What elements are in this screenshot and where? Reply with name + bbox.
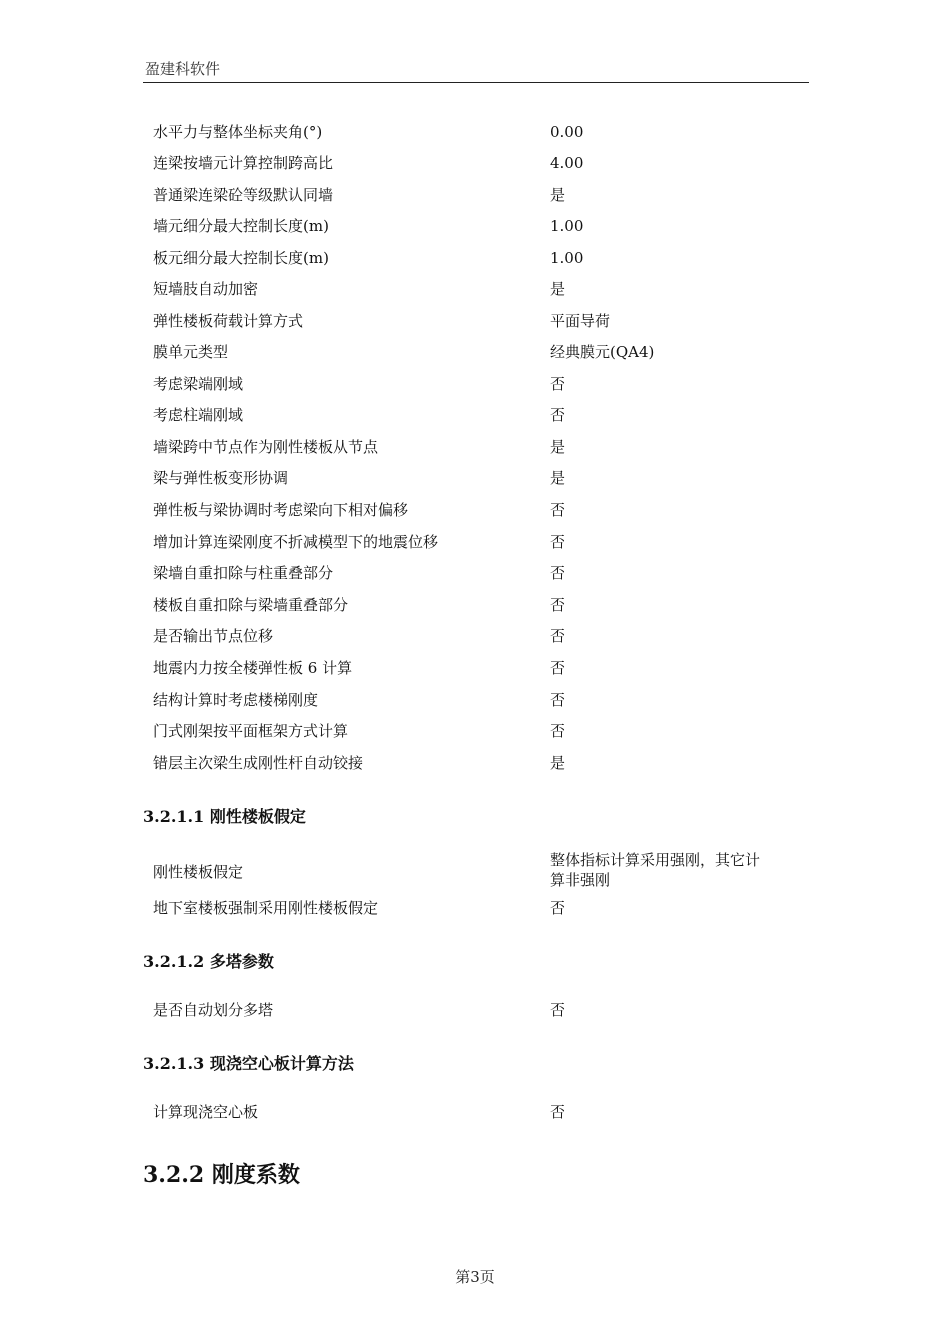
param-label: 水平力与整体坐标夹角(°) [153, 123, 323, 141]
page-number: 第3页 [455, 1268, 495, 1286]
param-value: 是 [550, 186, 566, 204]
param-value-line: 算非强刚 [550, 871, 611, 889]
param-value: 否 [550, 596, 566, 614]
param-label: 楼板自重扣除与梁墙重叠部分 [153, 596, 349, 614]
param-label: 计算现浇空心板 [153, 1103, 259, 1121]
section-heading-hollow-slab: 3.2.1.3 现浇空心板计算方法 [143, 1054, 354, 1073]
param-label: 膜单元类型 [153, 343, 229, 361]
param-value: 否 [550, 691, 566, 709]
param-value: 0.00 [550, 123, 584, 141]
param-label: 梁墙自重扣除与柱重叠部分 [153, 564, 334, 582]
param-value: 否 [550, 533, 566, 551]
param-value: 1.00 [550, 249, 584, 267]
param-value: 否 [550, 659, 566, 677]
param-label: 错层主次梁生成刚性杆自动铰接 [153, 754, 364, 772]
param-label: 是否输出节点位移 [153, 627, 274, 645]
param-label: 考虑柱端刚域 [153, 406, 244, 424]
param-value: 是 [550, 280, 566, 298]
param-value: 否 [550, 899, 566, 917]
param-value-line: 整体指标计算采用强刚，其它计 [550, 851, 761, 869]
section-heading-multitower: 3.2.1.2 多塔参数 [143, 952, 274, 971]
param-label: 考虑梁端刚域 [153, 375, 244, 393]
param-value [550, 850, 800, 890]
param-label: 门式刚架按平面框架方式计算 [153, 722, 349, 740]
param-value: 否 [550, 1001, 566, 1019]
param-label: 地震内力按全楼弹性板 6 计算 [153, 659, 353, 677]
param-value: 否 [550, 627, 566, 645]
param-value: 否 [550, 501, 566, 519]
param-label: 墙元细分最大控制长度(m) [153, 217, 329, 235]
param-value: 否 [550, 375, 566, 393]
param-value: 1.00 [550, 217, 584, 235]
param-value: 否 [550, 406, 566, 424]
param-value: 是 [550, 469, 566, 487]
param-label: 结构计算时考虑楼梯刚度 [153, 691, 319, 709]
section-heading-rigid-floor: 3.2.1.1 刚性楼板假定 [143, 807, 306, 826]
param-value: 是 [550, 438, 566, 456]
header-title: 盈建科软件 [145, 60, 221, 78]
param-label: 梁与弹性板变形协调 [153, 469, 289, 487]
param-value: 否 [550, 1103, 566, 1121]
section-heading-stiffness: 3.2.2 刚度系数 [143, 1162, 300, 1188]
param-value: 否 [550, 564, 566, 582]
param-value: 是 [550, 754, 566, 772]
param-label: 刚性楼板假定 [153, 863, 244, 881]
param-label: 增加计算连梁刚度不折减模型下的地震位移 [153, 533, 439, 551]
param-label: 短墙肢自动加密 [153, 280, 259, 298]
param-value: 4.00 [550, 154, 584, 172]
param-value: 否 [550, 722, 566, 740]
param-label: 是否自动划分多塔 [153, 1001, 274, 1019]
param-label: 板元细分最大控制长度(m) [153, 249, 329, 267]
param-label: 弹性板与梁协调时考虑梁向下相对偏移 [153, 501, 409, 519]
param-value: 平面导荷 [550, 312, 611, 330]
page-header [143, 56, 809, 83]
param-row [153, 850, 803, 892]
param-label: 弹性楼板荷载计算方式 [153, 312, 304, 330]
param-value: 经典膜元(QA4) [550, 343, 655, 361]
param-label: 墙梁跨中节点作为刚性楼板从节点 [153, 438, 379, 456]
param-label: 普通梁连梁砼等级默认同墙 [153, 186, 334, 204]
param-label: 连梁按墙元计算控制跨高比 [153, 154, 334, 172]
param-label: 地下室楼板强制采用刚性楼板假定 [153, 899, 379, 917]
